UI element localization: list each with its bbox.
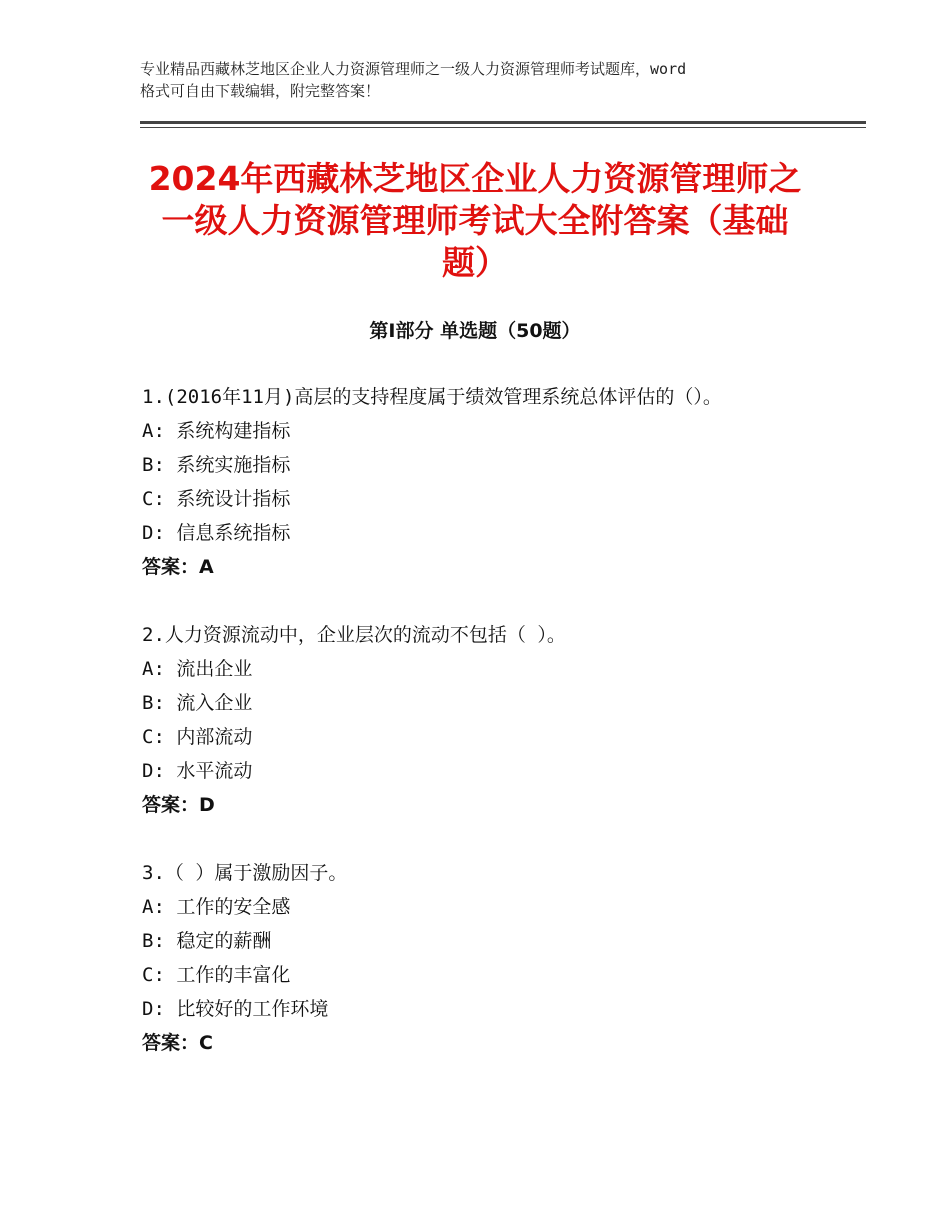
document-title: [120, 158, 830, 284]
header-divider-thin: [140, 127, 866, 128]
header-note: [140, 58, 820, 102]
option-b: B: 系统实施指标: [142, 454, 291, 476]
section-heading: 第Ⅰ部分 单选题（50题）: [369, 320, 581, 342]
option-d: D: 水平流动: [142, 760, 253, 782]
document-title-line-1: 2024年西藏林芝地区企业人力资源管理师之: [148, 159, 802, 198]
option-d: D: 比较好的工作环境: [142, 998, 329, 1020]
question-stem: 3.（ ）属于激励因子。: [142, 862, 348, 884]
option-a: A: 系统构建指标: [142, 420, 291, 442]
header-note-line-1: 专业精品西藏林芝地区企业人力资源管理师之一级人力资源管理师考试题库，word: [140, 60, 687, 78]
option-b: B: 流入企业: [142, 692, 253, 714]
question-stem: 1.(2016年11月)高层的支持程度属于绩效管理系统总体评估的（）。: [142, 386, 722, 408]
option-b: B: 稳定的薪酬: [142, 930, 272, 952]
answer-label: 答案：C: [142, 1032, 213, 1054]
question-2: [142, 618, 842, 822]
header-note-line-2: 格式可自由下载编辑，附完整答案！: [140, 82, 381, 100]
option-c: C: 系统设计指标: [142, 488, 291, 510]
question-1: [142, 380, 842, 584]
question-3: [142, 856, 842, 1060]
option-a: A: 工作的安全感: [142, 896, 291, 918]
option-d: D: 信息系统指标: [142, 522, 291, 544]
answer-label: 答案：D: [142, 794, 215, 816]
option-c: C: 内部流动: [142, 726, 253, 748]
option-c: C: 工作的丰富化: [142, 964, 291, 986]
question-stem: 2.人力资源流动中，企业层次的流动不包括（ ）。: [142, 624, 566, 646]
option-a: A: 流出企业: [142, 658, 253, 680]
document-title-line-2: 一级人力资源管理师考试大全附答案（基础: [161, 201, 789, 240]
document-title-line-3: 题）: [442, 243, 508, 282]
answer-label: 答案：A: [142, 556, 214, 578]
header-divider-thick: [140, 121, 866, 124]
question-list: [142, 380, 842, 1094]
